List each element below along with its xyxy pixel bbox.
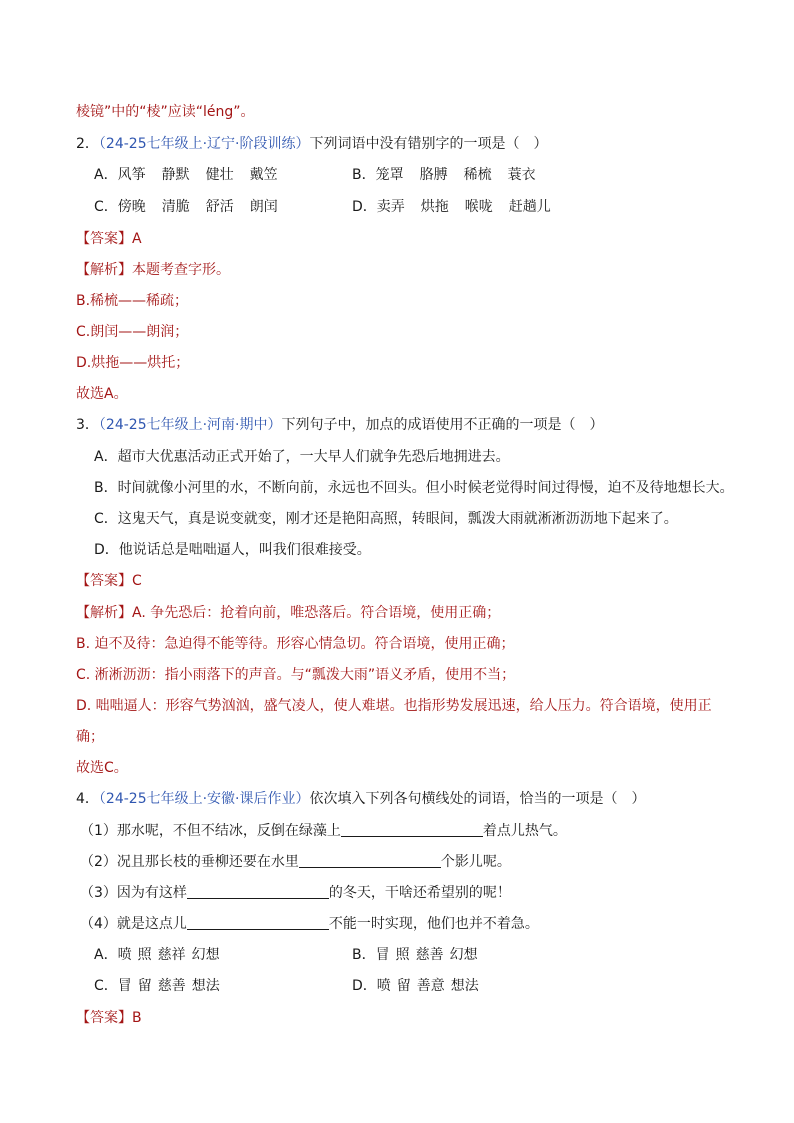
question-number: 4．	[76, 791, 99, 807]
q3-option-c: C．这鬼天气，真是说变就变，刚才还是艳阳高照，转眼间，瓢泼大雨就淅淅沥沥地下起来了。	[94, 511, 678, 527]
q4-sentence-4: （4）就是这点儿 不能一时实现，他们也并不着急。	[80, 916, 539, 932]
q3-option-b: B．时间就像小河里的水，不断向前，永远也不回头。但小时候老觉得时间过得慢，迫不及待地想长大。	[94, 480, 734, 496]
question-2-stem	[76, 135, 548, 153]
fill-blank[interactable]	[187, 884, 329, 899]
question-text: 依次填入下列各句横线处的词语，恰当的一项是（ ）	[309, 791, 646, 807]
q3-analysis-d: D. 咄咄逼人：形容气势汹汹，盛气凌人，使人难堪。也指形势发展迅速，给人压力。符合语境，使用正	[76, 698, 712, 714]
fill-blank[interactable]	[187, 915, 329, 930]
q4-option-d: D．喷 留 善意 想法	[352, 978, 479, 994]
question-3-stem	[76, 416, 604, 434]
previous-analysis-tail: 棱镜”中的“棱”应读“léng”。	[76, 104, 255, 120]
question-source: （24-25七年级上·安徽·课后作业）	[98, 791, 310, 807]
q4-sentence-1: （1）那水呢，不但不结冰，反倒在绿藻上 着点儿热气。	[80, 823, 567, 839]
q3-conclusion: 故选C。	[76, 760, 128, 776]
q2-answer: 【答案】A	[76, 231, 142, 247]
question-text: 下列句子中，加点的成语使用不正确的一项是（ ）	[281, 417, 604, 433]
q4-option-b: B．冒 照 慈善 幻想	[352, 947, 478, 963]
q4-sentence-3: （3）因为有这样 的冬天，干啥还希望别的呢！	[80, 885, 511, 901]
q2-fix-c: C.朗闰——朗润；	[76, 324, 189, 340]
q2-option-c: C．傍晚 清脆 舒活 朗闰	[94, 199, 278, 215]
q4-answer: 【答案】B	[76, 1010, 142, 1026]
q4-sentence-2: （2）况且那长枝的垂柳还要在水里 个影儿呢。	[80, 854, 511, 870]
q2-option-d: D．卖弄 烘拖 喉咙 赶趟儿	[352, 199, 551, 215]
question-number: 3．	[76, 417, 99, 433]
question-source: （24-25七年级上·辽宁·阶段训练）	[98, 136, 310, 152]
q3-analysis-b: B. 迫不及待：急迫得不能等待。形容心情急切。符合语境，使用正确；	[76, 636, 515, 652]
q2-conclusion: 故选A。	[76, 386, 128, 402]
q3-option-d: D．他说话总是咄咄逼人，叫我们很难接受。	[94, 542, 371, 558]
q2-option-b: B．笼罩 胳膊 稀梳 蓑衣	[352, 167, 536, 183]
q4-option-a: A．喷 照 慈祥 幻想	[94, 947, 220, 963]
question-4-stem	[76, 790, 646, 808]
q2-fix-b: B.稀梳——稀疏；	[76, 293, 189, 309]
q2-option-a: A．风筝 静默 健壮 戴笠	[94, 167, 278, 183]
q3-analysis-d-cont: 确；	[76, 729, 104, 745]
q3-analysis-c: C. 淅淅沥沥：指小雨落下的声音。与“瓢泼大雨”语义矛盾，使用不当；	[76, 667, 516, 683]
q2-analysis: 【解析】本题考查字形。	[76, 262, 230, 278]
q3-option-a: A．超市大优惠活动正式开始了，一大早人们就争先恐后地拥进去。	[94, 449, 510, 465]
q2-fix-d: D.烘拖——烘托；	[76, 355, 190, 371]
question-text: 下列词语中没有错别字的一项是（ ）	[309, 136, 548, 152]
fill-blank[interactable]	[341, 822, 483, 837]
question-source: （24-25七年级上·河南·期中）	[98, 417, 282, 433]
q3-answer: 【答案】C	[76, 573, 142, 589]
question-number: 2．	[76, 136, 99, 152]
fill-blank[interactable]	[299, 853, 441, 868]
q3-analysis-a: 【解析】A. 争先恐后：抢着向前，唯恐落后。符合语境，使用正确；	[76, 605, 501, 621]
q4-option-c: C．冒 留 慈善 想法	[94, 978, 220, 994]
